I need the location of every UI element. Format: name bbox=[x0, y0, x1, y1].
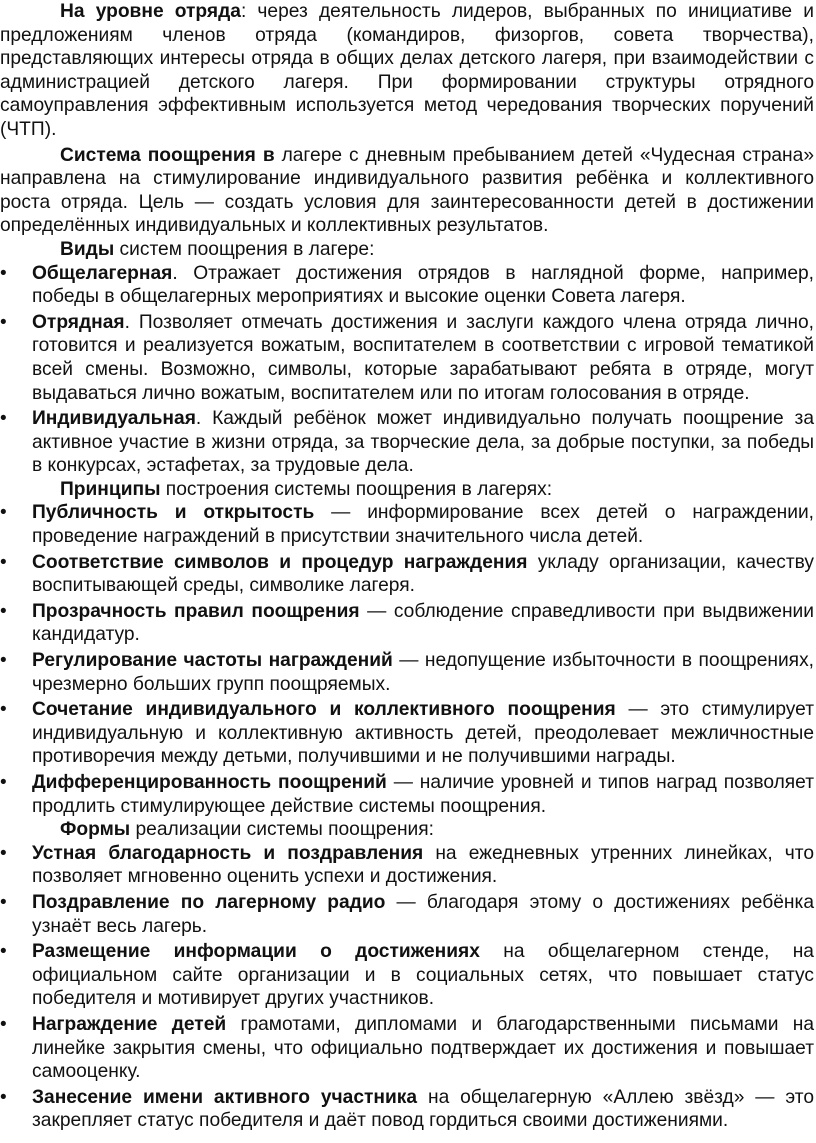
bullet-icon: • bbox=[0, 772, 7, 793]
bullet-icon: • bbox=[0, 408, 7, 430]
list-item-bold: Отрядная bbox=[32, 311, 125, 333]
list-item-bold: Размещение информации о достижениях bbox=[32, 941, 480, 963]
list-item bbox=[0, 262, 814, 309]
bullet-icon: • bbox=[0, 650, 7, 672]
list-item-text: — это стимулирует индивидуальную и коллективную активность детей, преодолевает межличностные противоречия между детьми, получившими и не получившими награды. bbox=[32, 699, 814, 768]
list-item-text: . Позволяет отмечать достижения и заслуги каждого члена отряда лично, готовится и реализуется вожатым, воспитателем в соответствии с игровой тематикой всей смены. Возможно, символы, которые зарабатывают ребята в отряде, могут выдаваться лично вожатым, воспитателем или по итогам голосования в отряде. bbox=[32, 311, 814, 404]
list-item-bold: Дифференцированность поощрений bbox=[32, 772, 387, 793]
text-reward-system: лагере с дневным пребыванием детей «Чудесная страна» направлена на стимулирование индивидуального развития ребёнка и коллективного роста отряда. Цель — создать условия для заинтересованности детей в достижении определённых индивидуальных и коллективных результатов. bbox=[0, 144, 814, 237]
paragraph-principles-intro bbox=[0, 478, 814, 502]
bullet-icon: • bbox=[0, 1013, 7, 1035]
bullet-icon: • bbox=[0, 699, 7, 721]
list-item-text: — наличие уровней и типов наград позволяет продлить стимулирующее действие системы поощрения. bbox=[32, 772, 814, 817]
bullet-icon: • bbox=[0, 600, 7, 622]
paragraph-reward-system bbox=[0, 144, 814, 238]
forms-list bbox=[0, 842, 814, 1133]
bullet-icon: • bbox=[0, 1086, 7, 1108]
text-forms-intro: реализации системы поощрения: bbox=[130, 819, 434, 841]
list-item bbox=[0, 842, 814, 889]
bullet-icon: • bbox=[0, 262, 7, 284]
list-item-bold: Прозрачность правил поощрения bbox=[32, 600, 360, 622]
list-item bbox=[0, 891, 814, 938]
list-item-bold: Соответствие символов и процедур награждения bbox=[32, 551, 528, 573]
list-item-bold: Публичность и открытость bbox=[32, 502, 315, 524]
principles-list bbox=[0, 501, 814, 818]
list-item-text: на общелагерную «Аллею звёзд» — это закрепляет статус победителя и даёт повод гордиться своими достижениями. bbox=[32, 1086, 814, 1132]
list-item-bold: Сочетание индивидуального и коллективного поощрения bbox=[32, 699, 616, 721]
paragraph-kinds-intro bbox=[0, 238, 814, 262]
list-item-text: на общелагерном стенде, на официальном сайте организации и в социальных сетях, что повышает статус победителя и мотивирует других участников. bbox=[32, 941, 814, 1010]
list-item-bold: Индивидуальная bbox=[32, 408, 196, 430]
list-item-text: укладу организации, качеству воспитывающей среды, символике лагеря. bbox=[32, 551, 814, 597]
list-item bbox=[0, 551, 814, 598]
list-item-bold: Регулирование частоты награждений bbox=[32, 650, 393, 672]
list-item-text: . Отражает достижения отрядов в наглядной форме, например, победы в общелагерных мероприятиях и высокие оценки Совета лагеря. bbox=[32, 262, 814, 308]
text-principles-intro: построения системы поощрения в лагерях: bbox=[160, 478, 553, 500]
list-item bbox=[0, 649, 814, 696]
bullet-icon: • bbox=[0, 502, 7, 524]
text-kinds-intro: систем поощрения в лагере: bbox=[114, 238, 375, 260]
bullet-icon: • bbox=[0, 551, 7, 573]
text-squad-level: : через деятельность лидеров, выбранных по инициативе и предложениям членов отряда (командиров, физоргов, совета творчества), представляющих интересы отряда в общих делах детского лагеря, при взаимодействии с администрацией детского лагеря. При формировании структуры отрядного самоуправления эффективным используется метод чередования творческих поручений (ЧТП). bbox=[0, 1, 814, 140]
list-item-text: на ежедневных утренних линейках, что позволяет мгновенно оценить успехи и достижения. bbox=[32, 842, 814, 888]
heading-reward-system: Система поощрения в bbox=[60, 144, 275, 166]
list-item bbox=[0, 311, 814, 405]
heading-forms: Формы bbox=[60, 819, 131, 841]
list-item-text: — благодаря этому о достижениях ребёнка узнаёт весь лагерь. bbox=[32, 891, 814, 937]
list-item-bold: Награждение детей bbox=[32, 1013, 227, 1035]
list-item-text: . Каждый ребёнок может индивидуально получать поощрение за активное участие в жизни отряда, за творческие дела, за добрые поступки, за победы в конкурсах, эстафетах, за трудовые дела. bbox=[32, 408, 814, 477]
paragraph-squad-level bbox=[0, 0, 814, 142]
bullet-icon: • bbox=[0, 891, 7, 913]
kinds-list bbox=[0, 262, 814, 478]
paragraph-forms-intro bbox=[0, 818, 814, 842]
list-item bbox=[0, 407, 814, 478]
list-item-text: грамотами, дипломами и благодарственными письмами на линейке закрытия смены, что официально подтверждает их достижения и повышает самооценку. bbox=[32, 1013, 814, 1083]
list-item-text: — информирование всех детей о награждении, проведение награждений в присутствии значительного числа детей. bbox=[32, 502, 814, 548]
bullet-icon: • bbox=[0, 941, 7, 963]
list-item bbox=[0, 771, 814, 818]
list-item-text: — соблюдение справедливости при выдвижении кандидатур. bbox=[32, 600, 814, 646]
list-item bbox=[0, 501, 814, 548]
list-item-text: — недопущение избыточности в поощрениях, чрезмерно больших групп поощряемых. bbox=[32, 650, 814, 695]
list-item bbox=[0, 940, 814, 1011]
list-item-bold: Общелагерная bbox=[32, 262, 173, 284]
bullet-icon: • bbox=[0, 311, 7, 333]
heading-principles: Принципы bbox=[60, 478, 161, 500]
list-item-bold: Занесение имени активного участника bbox=[32, 1086, 418, 1108]
list-item bbox=[0, 1013, 814, 1084]
list-item bbox=[0, 698, 814, 769]
list-item bbox=[0, 600, 814, 647]
heading-kinds: Виды bbox=[60, 238, 115, 260]
list-item-bold: Устная благодарность и поздравления bbox=[32, 842, 424, 864]
heading-squad-level: На уровне отряда bbox=[60, 1, 241, 22]
bullet-icon: • bbox=[0, 842, 7, 864]
list-item-bold: Поздравление по лагерному радио bbox=[32, 891, 386, 913]
list-item bbox=[0, 1086, 814, 1133]
